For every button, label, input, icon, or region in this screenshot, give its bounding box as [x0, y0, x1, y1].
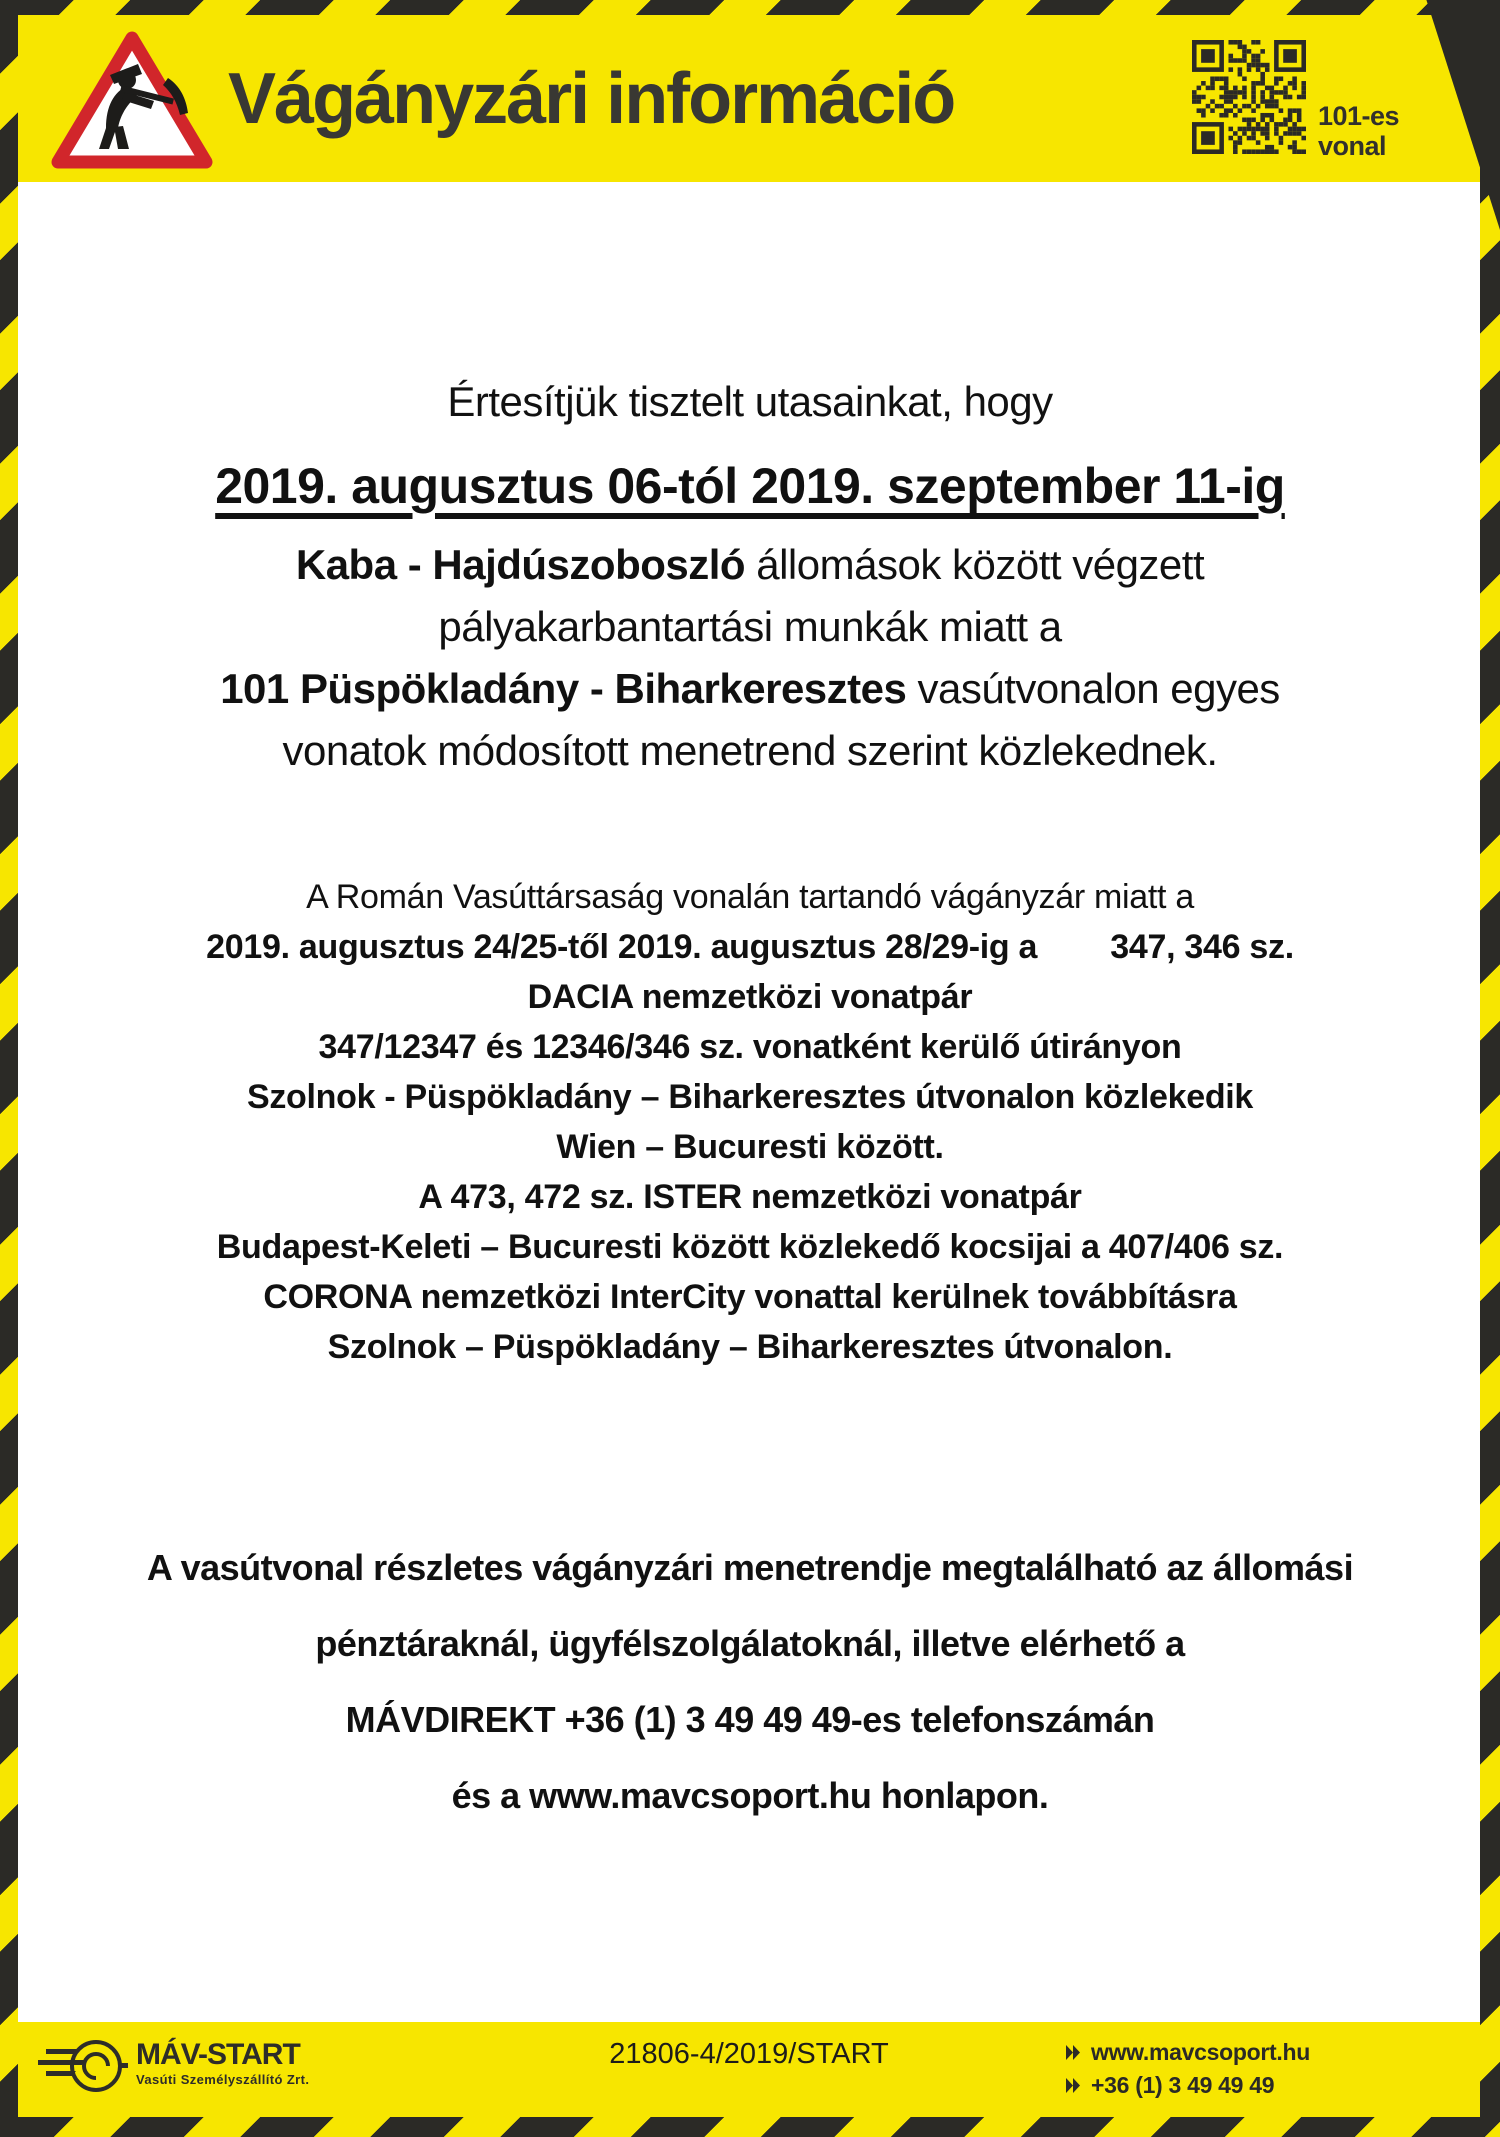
info-line: és a www.mavcsoport.hu honlapon.: [451, 1775, 1049, 1816]
intro-lead: Értesítjük tisztelt utasainkat, hogy: [447, 378, 1053, 425]
hazard-stripe-right: [1480, 0, 1500, 2137]
info-line: A vasútvonal részletes vágányzári menetrendje megtalálható az állomási: [146, 1547, 1354, 1588]
intro-line-schedule: vonatok módosított menetrend szerint közlekednek.: [282, 727, 1218, 774]
phone-text: +36 (1) 3 49 49 49: [1091, 2072, 1275, 2098]
intro-line-railline: 101 Püspökladány - Biharkeresztes vasútvonalon egyes: [220, 665, 1280, 712]
detour-paragraph: [40, 872, 1460, 1372]
roadworks-warning-icon: [48, 26, 216, 174]
contact-block: [1065, 2036, 1310, 2102]
info-line: MÁVDIREKT +36 (1) 3 49 49 49-es telefonszámán: [345, 1699, 1155, 1740]
double-chevron-icon: [1065, 2044, 1081, 2061]
page-title: Vágányzári információ: [228, 58, 955, 139]
website-row: [1065, 2036, 1310, 2069]
detour-line: DACIA nemzetközi vonatpár: [527, 978, 973, 1016]
intro-line-works: pályakarbantartási munkák miatt a: [438, 603, 1062, 650]
document-number: 21806-4/2019/START: [609, 2038, 889, 2070]
detour-line: Budapest-Keleti – Bucuresti között közlekedő kocsijai a 407/406 sz.: [216, 1228, 1284, 1266]
hazard-stripe-top: [0, 0, 1500, 15]
info-line: pénztáraknál, ügyfélszolgálatoknál, illetve elérhető a: [315, 1623, 1185, 1664]
website-text: www.mavcsoport.hu: [1091, 2039, 1310, 2065]
logo-name: MÁV-START: [136, 2038, 300, 2071]
intro-paragraph: [40, 366, 1460, 782]
detour-line: Szolnok – Püspökladány – Biharkeresztes útvonalon.: [327, 1328, 1173, 1366]
line-badge-word: vonal: [1318, 131, 1387, 161]
line-badge: [1318, 101, 1399, 161]
phone-row: [1065, 2069, 1310, 2102]
info-paragraph: [40, 1530, 1460, 1834]
detour-line: A Román Vasúttársaság vonalán tartandó vágányzár miatt a: [306, 878, 1194, 916]
double-chevron-icon: [1065, 2077, 1081, 2094]
closure-period: 2019. augusztus 06-tól 2019. szeptember 11-ig: [215, 458, 1285, 514]
hazard-stripe-bottom: [0, 2117, 1500, 2137]
detour-line: Wien – Bucuresti között.: [556, 1128, 944, 1166]
footer-band: [18, 2022, 1480, 2117]
detour-line: CORONA nemzetközi InterCity vonattal kerülnek továbbításra: [263, 1278, 1237, 1316]
detour-line: 2019. augusztus 24/25-től 2019. augusztus 28/29-ig a 347, 346 sz.: [206, 928, 1294, 966]
intro-line-stations: Kaba - Hajdúszoboszló állomások között végzett: [295, 541, 1205, 588]
logo-subtitle: Vasúti Személyszállító Zrt.: [136, 2072, 310, 2087]
detour-line: 347/12347 és 12346/346 sz. vonatként kerülő útirányon: [318, 1028, 1182, 1066]
hazard-stripe-left: [0, 0, 18, 2137]
detour-line: A 473, 472 sz. ISTER nemzetközi vonatpár: [418, 1178, 1082, 1216]
header-band: [18, 15, 1480, 182]
detour-line: Szolnok - Püspökladány – Biharkeresztes útvonalon közlekedik: [246, 1078, 1254, 1116]
qr-code-icon: [1192, 40, 1306, 154]
line-badge-number: 101-es: [1318, 101, 1400, 131]
